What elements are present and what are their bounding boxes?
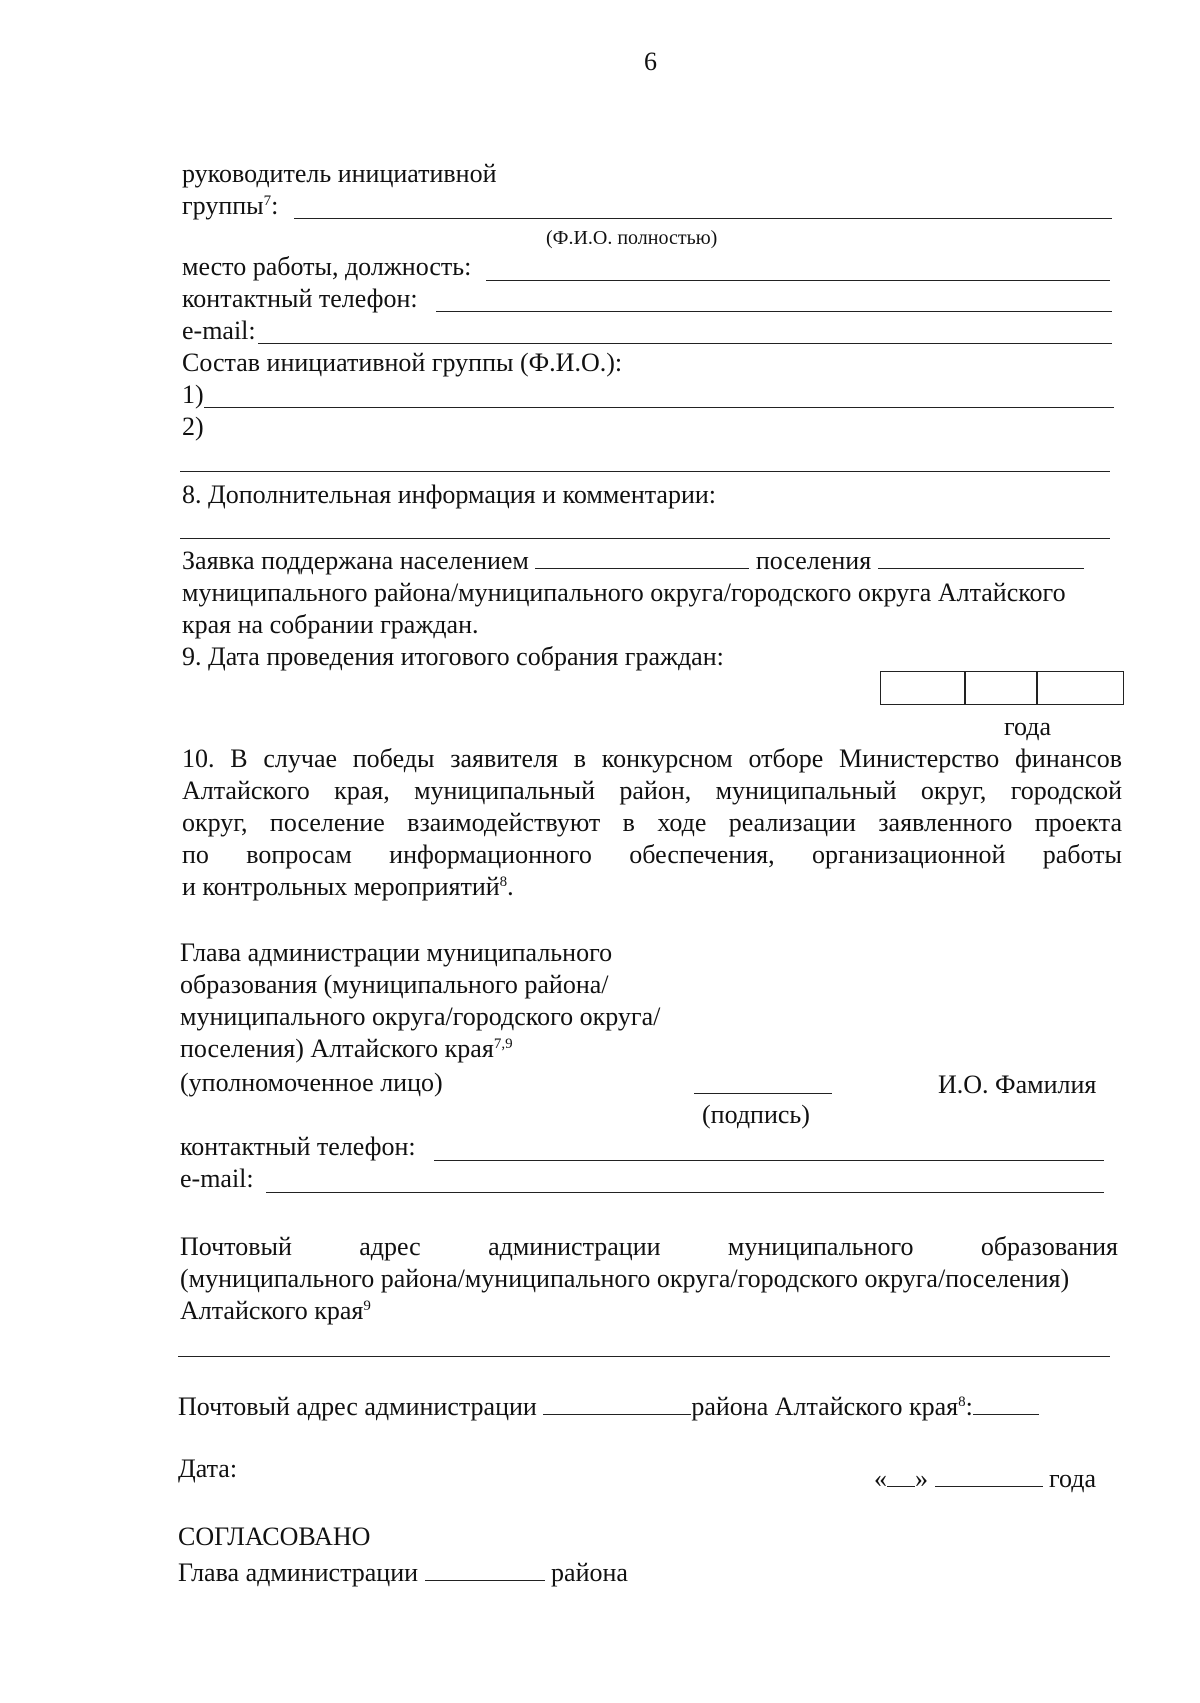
footnote-ref: 8 xyxy=(958,1394,966,1410)
leader-colon: : xyxy=(271,191,279,220)
date-box-day[interactable] xyxy=(880,671,966,705)
date-day-field[interactable] xyxy=(887,1466,915,1487)
leader-email-field[interactable] xyxy=(258,343,1112,344)
leader-label-line1: руководитель инициативной xyxy=(182,159,497,188)
group-composition-label: Состав инициативной группы (Ф.И.О.): xyxy=(182,348,623,377)
date-close-quote: » xyxy=(915,1464,928,1493)
group-member-1-label: 1) xyxy=(182,380,204,409)
postal-word: адрес xyxy=(359,1232,421,1261)
date-box-year[interactable] xyxy=(1036,671,1124,705)
postal-line3 xyxy=(180,1295,371,1327)
approval-part1: Глава администрации xyxy=(178,1558,419,1587)
date-box-month[interactable] xyxy=(964,671,1038,705)
section-8-field[interactable] xyxy=(180,538,1110,539)
head-line4 xyxy=(180,1033,513,1065)
date-open-quote: « xyxy=(874,1464,887,1493)
head-line3: муниципального округа/городского округа/ xyxy=(180,1002,661,1031)
section-10-line5-text: и контрольных мероприятий xyxy=(182,872,500,901)
footnote-ref: 9 xyxy=(363,1298,371,1314)
postal-line2: (муниципального района/муниципального округа/городского округа/поселения) xyxy=(180,1264,1070,1293)
district-postal-field[interactable] xyxy=(973,1394,1039,1415)
head-phone-field[interactable] xyxy=(434,1160,1104,1161)
approval-row xyxy=(178,1557,628,1589)
head-name: И.О. Фамилия xyxy=(938,1070,1097,1099)
signature-hint: (подпись) xyxy=(702,1100,810,1129)
section-9-title: 9. Дата проведения итогового собрания граждан: xyxy=(182,642,724,671)
leader-email-label: e-mail: xyxy=(182,316,256,345)
leader-label-text: группы xyxy=(182,191,264,220)
workplace-field[interactable] xyxy=(486,280,1110,281)
approval-part2: района xyxy=(551,1558,628,1587)
head-phone-label: контактный телефон: xyxy=(180,1132,416,1161)
leader-name-field[interactable] xyxy=(294,218,1112,219)
approval-title: СОГЛАСОВАНО xyxy=(178,1522,371,1551)
section-10-line2: Алтайского края, муниципальный район, муниципальный округ, городской xyxy=(182,776,1122,805)
postal-word: образования xyxy=(980,1232,1118,1261)
date-row xyxy=(874,1463,1096,1495)
district-postal-part1: Почтовый адрес администрации xyxy=(178,1392,537,1421)
footnote-ref: 8 xyxy=(499,874,508,890)
section-10-line1: 10. В случае победы заявителя в конкурсном отборе Министерство финансов xyxy=(182,744,1122,773)
signature-field[interactable] xyxy=(694,1093,832,1094)
support-population-field[interactable] xyxy=(535,548,749,569)
district-name-field[interactable] xyxy=(543,1394,691,1415)
support-part1: Заявка поддержана населением xyxy=(182,546,529,575)
head-email-field[interactable] xyxy=(266,1192,1104,1193)
section-10-line3: округ, поселение взаимодействуют в ходе реализации заявленного проекта xyxy=(182,808,1122,837)
postal-word: муниципального xyxy=(727,1232,914,1261)
date-month-field[interactable] xyxy=(935,1466,1043,1487)
leader-phone-field[interactable] xyxy=(436,311,1112,312)
head-line4-text: поселения) Алтайского края xyxy=(180,1034,494,1063)
group-member-2-field[interactable] xyxy=(180,471,1110,472)
postal-word: администрации xyxy=(488,1232,661,1261)
section-10-line4: по вопросам информационного обеспечения, организационной работы xyxy=(182,840,1122,869)
district-postal-part2: района Алтайского края xyxy=(691,1392,959,1421)
head-email-label: e-mail: xyxy=(180,1164,254,1193)
postal-line1 xyxy=(180,1231,1118,1263)
head-line2: образования (муниципального района/ xyxy=(180,970,609,999)
support-settlement-field[interactable] xyxy=(878,548,1084,569)
leader-phone-label: контактный телефон: xyxy=(182,284,418,313)
postal-word: Почтовый xyxy=(180,1232,292,1261)
support-line1 xyxy=(182,545,1112,577)
date-label: Дата: xyxy=(178,1454,238,1483)
section-8-title: 8. Дополнительная информация и комментарии: xyxy=(182,480,717,509)
head-line1: Глава администрации муниципального xyxy=(180,938,613,967)
group-member-2-label: 2) xyxy=(182,412,204,441)
section-9-year-word: года xyxy=(1004,712,1052,741)
district-postal-row xyxy=(178,1391,1039,1423)
support-line3: края на собрании граждан. xyxy=(182,610,479,639)
footnote-ref: 7,9 xyxy=(493,1036,513,1052)
section-10-line5 xyxy=(182,871,514,903)
leader-name-hint: (Ф.И.О. полностью) xyxy=(546,227,718,249)
workplace-label: место работы, должность: xyxy=(182,252,472,281)
support-line2: муниципального района/муниципального округа/городского округа Алтайского xyxy=(182,578,1066,607)
group-member-1-field[interactable] xyxy=(204,407,1114,408)
support-part2: поселения xyxy=(755,546,872,575)
leader-label-line2 xyxy=(182,190,278,222)
page-number: 6 xyxy=(644,47,657,76)
postal-line3-text: Алтайского края xyxy=(180,1296,364,1325)
postal-address-field[interactable] xyxy=(178,1356,1110,1357)
district-postal-colon: : xyxy=(965,1392,973,1421)
approval-district-field[interactable] xyxy=(425,1560,545,1581)
footnote-ref: 7 xyxy=(263,193,272,209)
head-line5: (уполномоченное лицо) xyxy=(180,1068,443,1097)
date-year-word: года xyxy=(1049,1464,1097,1493)
section-10-line5-end: . xyxy=(507,872,514,901)
